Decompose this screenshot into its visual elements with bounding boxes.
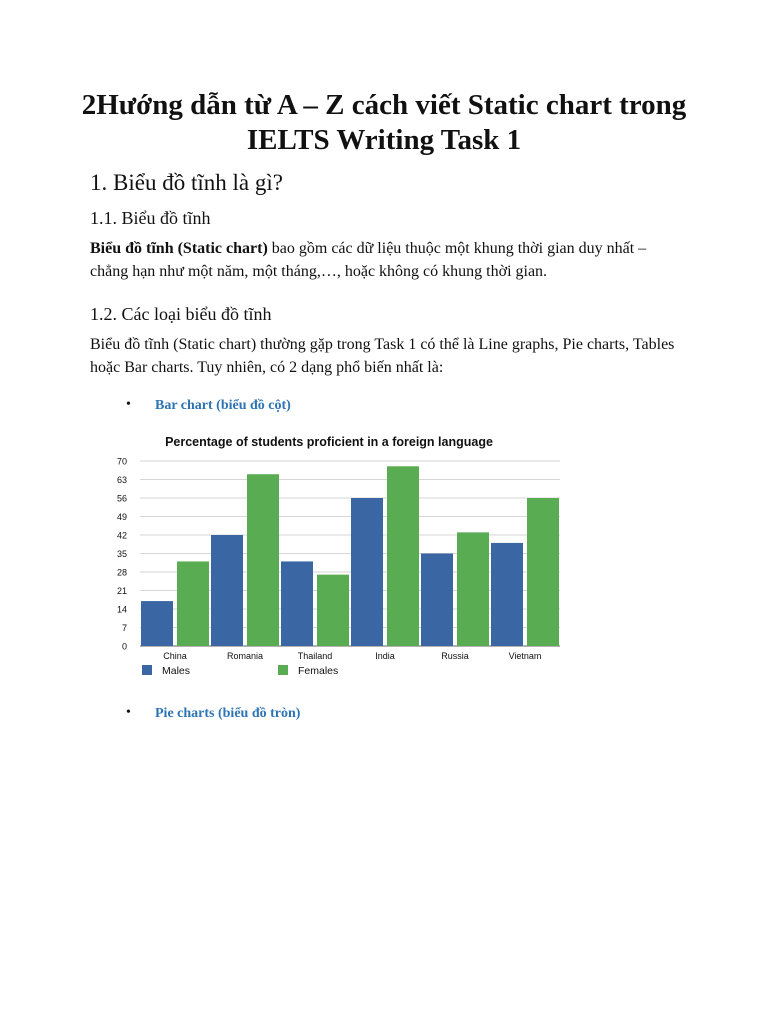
bar-males-india (351, 498, 383, 646)
legend-label-females: Females (298, 665, 339, 677)
y-tick-label: 35 (116, 549, 127, 559)
x-tick-label: India (375, 651, 395, 661)
bar-males-russia (421, 554, 453, 647)
x-tick-label: Russia (441, 651, 469, 661)
legend-swatch-females (278, 665, 288, 675)
bullet-bar-chart-label: Bar chart (biểu đồ cột) (155, 398, 291, 413)
y-tick-label: 28 (116, 567, 127, 578)
bar-females-romania (247, 474, 279, 646)
document-title: 2Hướng dẫn từ A – Z cách viết Static chart trong IELTS Writing Task 1 (81, 89, 687, 156)
section-1-1-paragraph-text: bao gồm các dữ liệu thuộc một khung thời gian duy nhất – chẳng hạn như một năm, một tháng,…, hoặc không có khung thời gian. (90, 240, 647, 280)
y-tick-label: 63 (116, 475, 127, 485)
section-1-1-heading: 1.1. Biểu đồ tĩnh (90, 208, 211, 228)
section-1-2-heading: 1.2. Các loại biểu đồ tĩnh (90, 304, 272, 324)
bar-females-russia (457, 532, 489, 646)
chart-title: Percentage of students proficient in a foreign language (165, 435, 493, 449)
x-tick-label: Romania (226, 651, 264, 661)
bar-females-china (177, 561, 209, 646)
y-tick-label: 14 (116, 604, 127, 615)
chart-legend (142, 665, 338, 677)
y-tick-label: 70 (116, 456, 127, 467)
legend-swatch-males (142, 665, 152, 675)
bullet-pie-charts-label: Pie charts (biểu đồ tròn) (155, 706, 301, 721)
legend-label-males: Males (162, 665, 191, 677)
x-tick-label: Thailand (297, 651, 333, 661)
x-tick-label: China (163, 651, 187, 661)
y-tick-label: 21 (116, 586, 127, 596)
section-1-1-paragraph (90, 237, 680, 283)
chart-bars (141, 466, 559, 646)
y-tick-label: 56 (116, 493, 127, 504)
y-tick-label: 49 (116, 512, 127, 522)
bar-males-thailand (281, 561, 313, 646)
bar-chart (108, 428, 568, 690)
section-1-heading: 1. Biểu đồ tĩnh là gì? (90, 170, 283, 195)
y-tick-label: 0 (121, 641, 127, 652)
y-tick-label: 7 (121, 623, 127, 633)
bar-males-china (141, 601, 173, 646)
section-1-2-paragraph: Biểu đồ tĩnh (Static chart) thường gặp trong Task 1 có thể là Line graphs, Pie charts, Tables hoặc Bar charts. Tuy nhiên, có 2 dạng phổ biến nhất là: (90, 336, 675, 376)
static-chart-term: Biểu đồ tĩnh (Static chart) (90, 240, 268, 257)
bar-females-india (387, 466, 419, 646)
bar-females-vietnam (527, 498, 559, 646)
x-tick-label: Vietnam (508, 651, 542, 661)
y-tick-label: 42 (116, 530, 127, 541)
bullet-dot-icon: • (126, 397, 131, 412)
bar-females-thailand (317, 575, 349, 646)
bar-males-vietnam (491, 543, 523, 646)
bar-males-romania (211, 535, 243, 646)
bullet-dot-icon: • (126, 705, 131, 720)
